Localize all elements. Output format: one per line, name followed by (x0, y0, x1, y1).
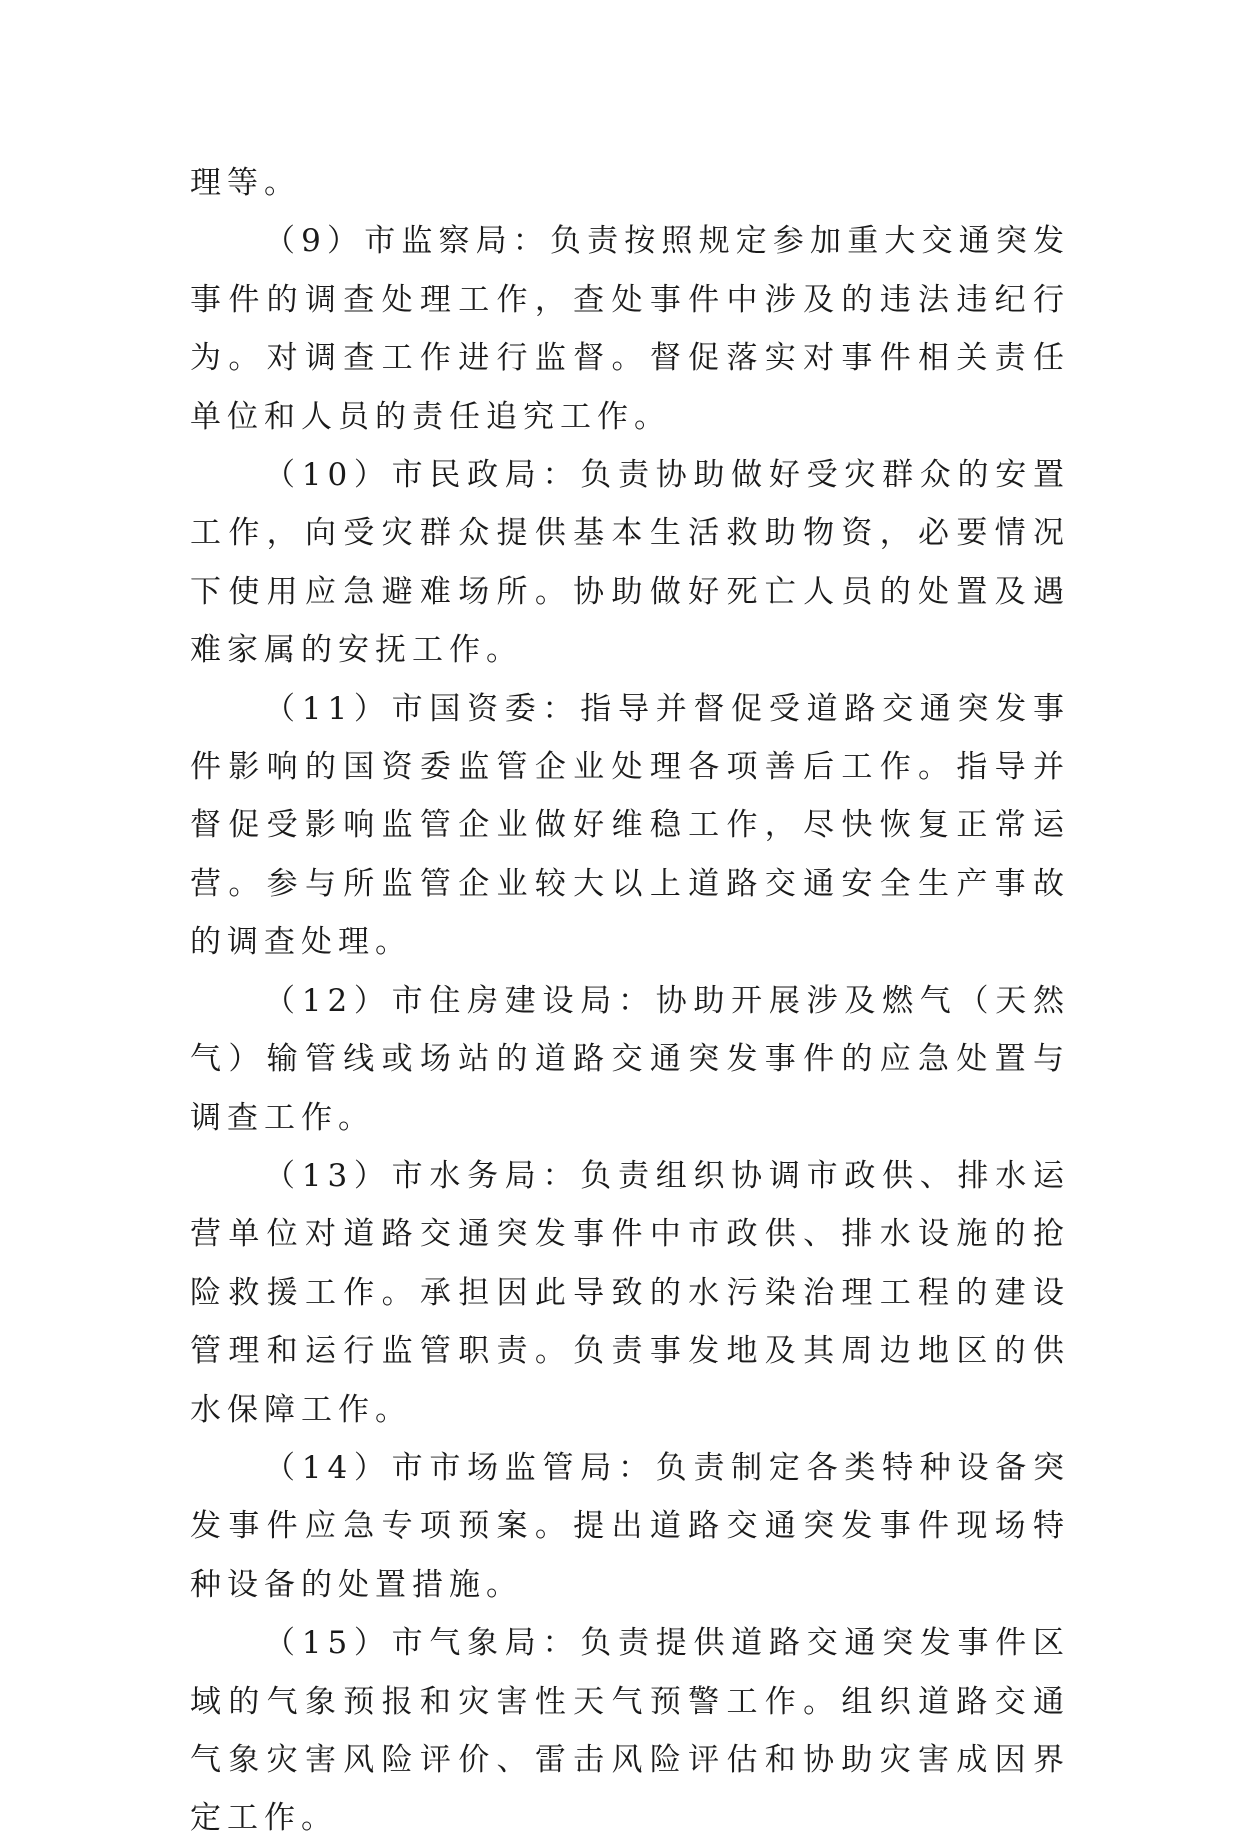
paragraph-item-10: （10）市民政局：负责协助做好受灾群众的安置工作，向受灾群众提供基本生活救助物资，必要情况下使用应急避难场所。协助做好死亡人员的处置及遇难家属的安抚工作。 (190, 457, 1070, 669)
paragraph-item-9: （9）市监察局：负责按照规定参加重大交通突发事件的调查处理工作，查处事件中涉及的违法违纪行为。对调查工作进行监督。督促落实对事件相关责任单位和人员的责任追究工作。 (190, 223, 1070, 435)
paragraph-item-14: （14）市市场监管局：负责制定各类特种设备突发事件应急专项预案。提出道路交通突发事件现场特种设备的处置措施。 (190, 1449, 1070, 1603)
paragraph-item-13: （13）市水务局：负责组织协调市政供、排水运营单位对道路交通突发事件中市政供、排水设施的抢险救援工作。承担因此导致的水污染治理工程的建设管理和运行监管职责。负责事发地及其周边地区的供水保障工作。 (190, 1157, 1070, 1428)
paragraph-item-11: （11）市国资委：指导并督促受道路交通突发事件影响的国资委监管企业处理各项善后工作。指导并督促受影响监管企业做好维稳工作，尽快恢复正常运营。参与所监管企业较大以上道路交通安全生产事故的调查处理。 (190, 690, 1070, 961)
paragraph-item-12: （12）市住房建设局：协助开展涉及燃气（天然气）输管线或场站的道路交通突发事件的应急处置与调查工作。 (190, 982, 1070, 1136)
document-body (190, 154, 1070, 1848)
paragraph-continuation: 理等。 (190, 165, 301, 201)
paragraph-item-15: （15）市气象局：负责提供道路交通突发事件区域的气象预报和灾害性天气预警工作。组织道路交通气象灾害风险评价、雷击风险评估和协助灾害成因界定工作。 (190, 1625, 1070, 1837)
